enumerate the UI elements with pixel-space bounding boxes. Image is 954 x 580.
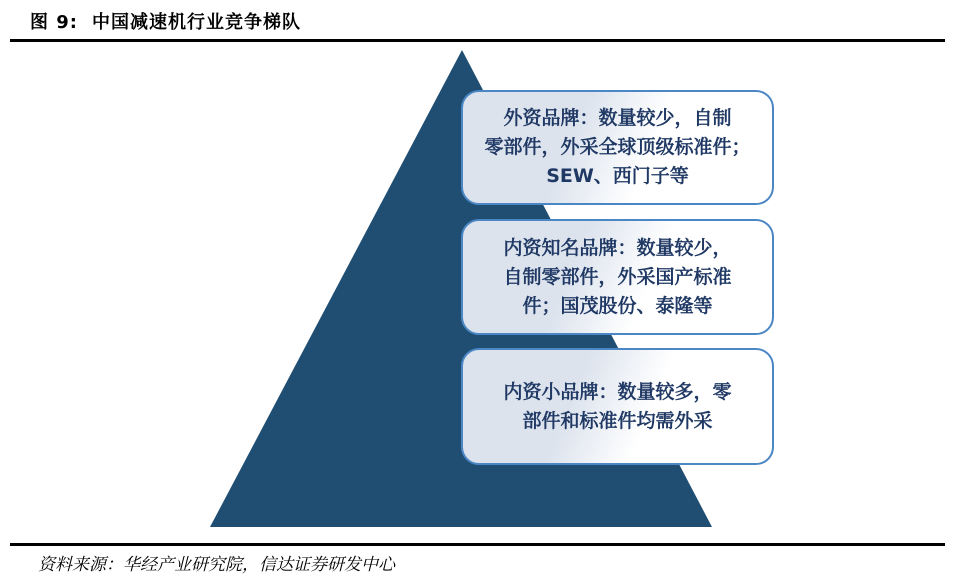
- figure-title: 中国减速机行业竞争梯队: [92, 12, 301, 33]
- tier-box-domestic-famous-brands: [461, 219, 774, 335]
- source-note: 资料来源：华经产业研究院，信达证券研发中心: [38, 555, 395, 575]
- tier-text-line: 内资知名品牌：数量较少，: [503, 236, 732, 259]
- tier-text-line: 内资小品牌：数量较多，零: [503, 380, 732, 403]
- tier-text-line: 外资品牌：数量较少，自制: [503, 107, 732, 129]
- tier-text-line: 件；国茂股份、泰隆等: [522, 294, 713, 317]
- tier-text-line: SEW、西门子等: [546, 165, 689, 187]
- tier-box-foreign-brands: [461, 90, 774, 205]
- tier-text-line: 自制零部件，外采国产标准: [503, 265, 732, 288]
- bottom-divider-rule: [10, 543, 945, 546]
- tier-text-line: 部件和标准件均需外采: [522, 409, 713, 432]
- tier-box-domestic-small-brands: [461, 348, 774, 465]
- figure-number-label: 图 9:: [30, 12, 78, 33]
- tier-text-line: 零部件，外采全球顶级标准件；: [484, 136, 751, 158]
